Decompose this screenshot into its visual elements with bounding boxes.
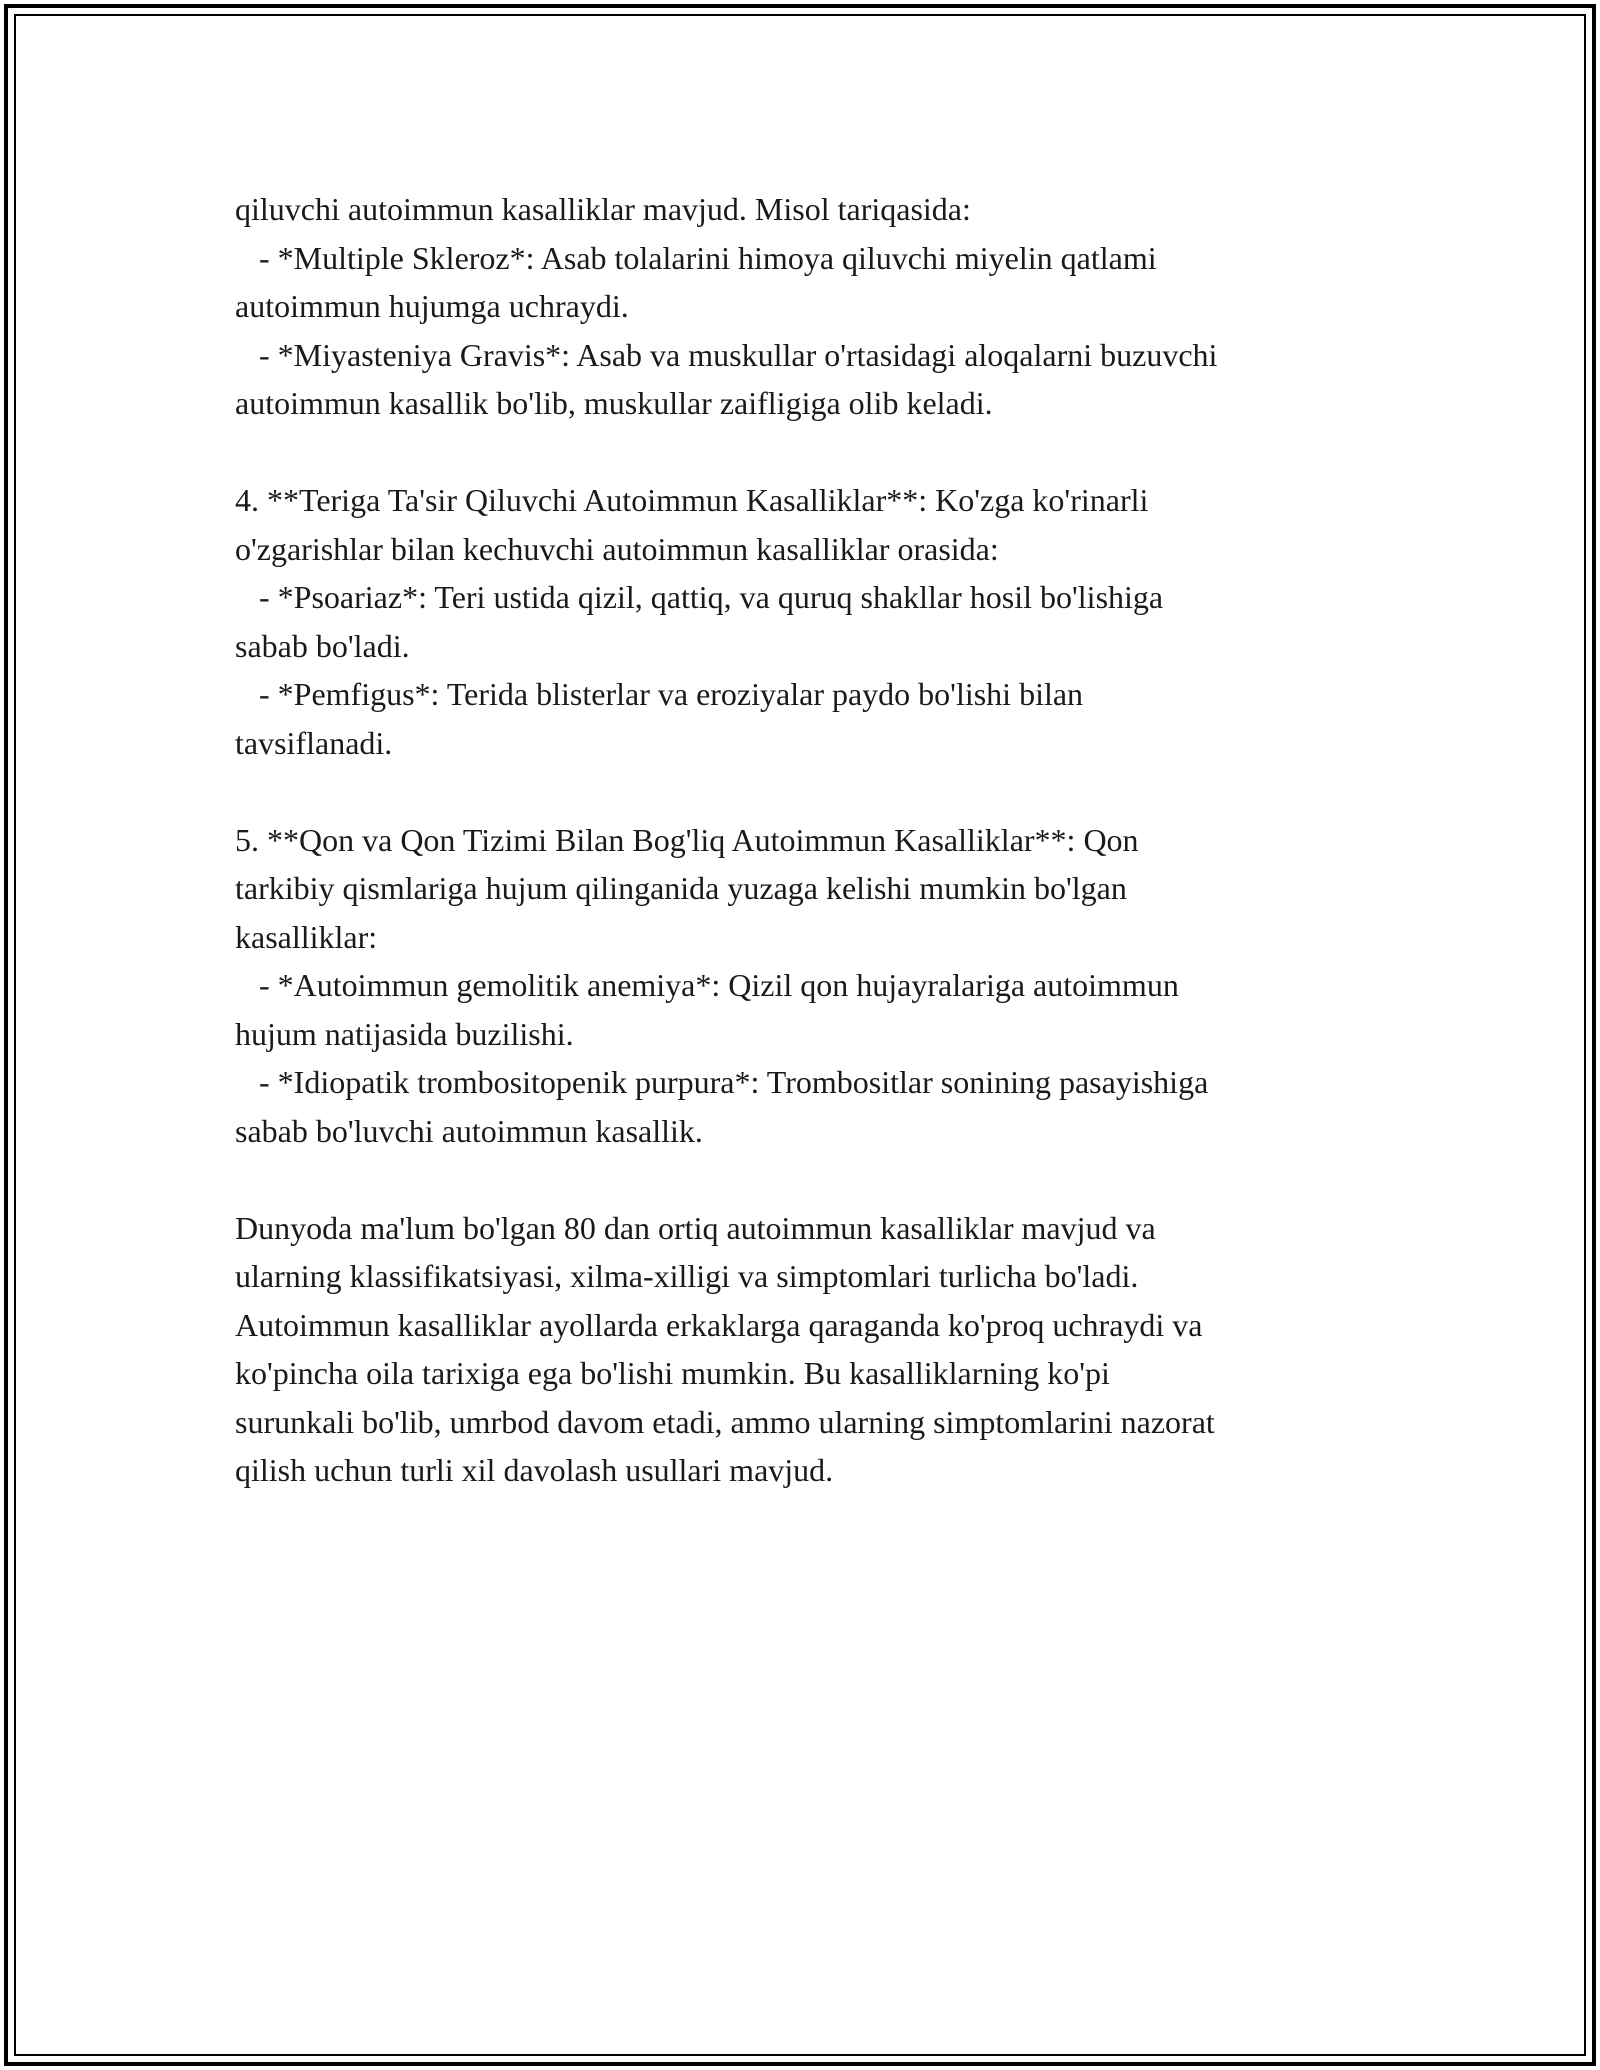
- paragraph-nervous-system-diseases: [235, 185, 1365, 428]
- text-line: autoimmun hujumga uchraydi.: [235, 288, 629, 324]
- text-line: kasalliklar:: [235, 918, 378, 955]
- text-line: sabab bo'ladi.: [235, 627, 410, 664]
- paragraph-gap: [235, 1155, 1365, 1204]
- text-line: ularning klassifikatsiyasi, xilma-xilligi va simptomlari turlicha bo'ladi.: [235, 1258, 1139, 1294]
- list-item-itp: - *Idiopatik trombositopenik purpura*: Trombositlar sonining pasayishiga: [235, 1064, 1209, 1100]
- text-line: Dunyoda ma'lum bo'lgan 80 dan ortiq autoimmun kasalliklar mavjud va: [235, 1209, 1156, 1246]
- section-4-skin-diseases: [235, 476, 1365, 767]
- section-5-blood-diseases: [235, 816, 1365, 1156]
- list-item-psoriasis: - *Psoariaz*: Teri ustida qizil, qattiq, va quruq shakllar hosil bo'lishiga: [235, 579, 1164, 615]
- text-line: o'zgarishlar bilan kechuvchi autoimmun kasalliklar orasida:: [235, 530, 999, 567]
- paragraph-conclusion: [235, 1204, 1365, 1495]
- list-item-myasthenia-gravis: - *Miyasteniya Gravis*: Asab va muskullar o'rtasidagi aloqalarni buzuvchi: [235, 336, 1218, 373]
- text-line: tavsiflanadi.: [235, 724, 393, 761]
- section-heading: 4. **Teriga Ta'sir Qiluvchi Autoimmun Kasalliklar**: Ko'zga ko'rinarli: [235, 482, 1149, 518]
- list-item-hemolytic-anemia: - *Autoimmun gemolitik anemiya*: Qizil qon hujayralariga autoimmun: [235, 967, 1179, 1003]
- text-line: qilish uchun turli xil davolash usullari mavjud.: [235, 1452, 834, 1488]
- text-line: autoimmun kasallik bo'lib, muskullar zaifligiga olib keladi.: [235, 385, 993, 421]
- document-body: [235, 185, 1365, 1495]
- text-line: sabab bo'luvchi autoimmun kasallik.: [235, 1112, 703, 1149]
- text-line: qiluvchi autoimmun kasalliklar mavjud. Misol tariqasida:: [235, 191, 971, 227]
- list-item-pemphigus: - *Pemfigus*: Terida blisterlar va eroziyalar paydo bo'lishi bilan: [235, 676, 1084, 712]
- section-heading: 5. **Qon va Qon Tizimi Bilan Bog'liq Autoimmun Kasalliklar**: Qon: [235, 821, 1139, 858]
- text-line: hujum natijasida buzilishi.: [235, 1015, 574, 1052]
- text-line: ko'pincha oila tarixiga ega bo'lishi mumkin. Bu kasalliklarning ko'pi: [235, 1355, 1110, 1391]
- text-line: Autoimmun kasalliklar ayollarda erkaklarga qaraganda ko'proq uchraydi va: [235, 1306, 1203, 1343]
- list-item-multiple-sclerosis: - *Multiple Skleroz*: Asab tolalarini himoya qiluvchi miyelin qatlami: [235, 239, 1157, 276]
- text-line: tarkibiy qismlariga hujum qilinganida yuzaga kelishi mumkin bo'lgan: [235, 870, 1127, 906]
- text-line: surunkali bo'lib, umrbod davom etadi, ammo ularning simptomlarini nazorat: [235, 1403, 1215, 1440]
- paragraph-gap: [235, 428, 1365, 477]
- paragraph-gap: [235, 767, 1365, 816]
